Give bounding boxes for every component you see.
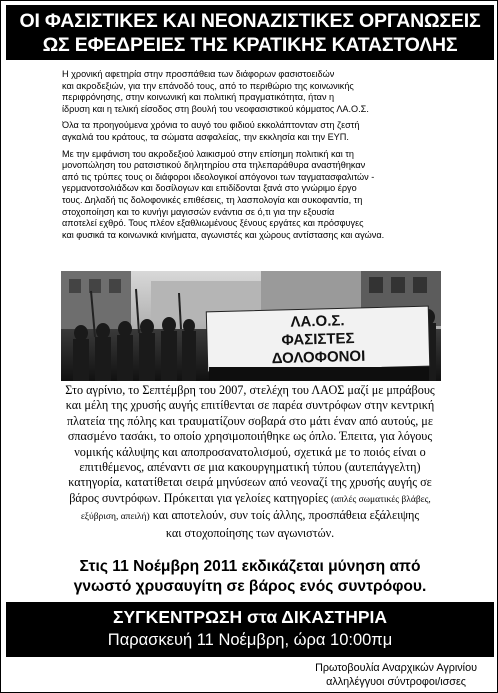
protest-photo — [61, 271, 441, 381]
intro-line: μονοπώληση του ρατσιστικού δηλητηρίου στα τηλεπαράθυρα αναστήθηκαν — [62, 160, 366, 171]
article-note: (απλές σωματικές βλάβες, — [331, 494, 431, 505]
article-line: νομικής κάλυψης και αποπροσανατολισμού, σχετικά με το ποιός είναι ο — [74, 444, 426, 459]
rally-time: Παρασκευή 11 Νοέμβρη, ώρα 10:00πμ — [107, 631, 393, 649]
article-line: Στο αγρίνιο, το Σεπτέμβρη του 2007, στελέχη του ΛΑΟΣ μαζί με μπράβους — [65, 383, 435, 397]
rally-band — [6, 602, 494, 657]
article-note: εξύβριση, απειλή) — [80, 512, 150, 523]
article-line — [20, 491, 480, 508]
intro-line: αποτελεί εχθρό. Τους πλέον εξαθλιωμένους ξένους εργάτες και πρόσφυγες — [62, 218, 364, 229]
banner-line-1: ΛΑ.Ο.Σ. — [290, 312, 345, 331]
article-text: και αποτελούν, συν τοίς άλλης, προσπάθεια εξάλειψης — [152, 508, 420, 523]
intro-line: και φυσικά τα κοινωνικά κινήματα, αγωνιστές και χώρους αντίστασης και αγώνα. — [62, 229, 385, 240]
rally-heading: ΣΥΓΚΕΝΤΡΩΣΗ στα ΔΙΚΑΣΤΗΡΙΑ — [112, 607, 388, 627]
announcement-line-1: Στις 11 Νοέμβρη 2011 εκδικάζεται μύνηση από — [79, 558, 421, 575]
intro-line: και ακροδεξιών, για την επάνοδό τους, από το περιθώριο της κοινωνικής — [62, 80, 354, 91]
intro-paragraph-3 — [62, 149, 441, 242]
intro-text — [62, 69, 441, 269]
announcement-line-2: γνωστό χρυσαυγίτη σε βάρος ενός συντρόφου. — [73, 577, 427, 595]
intro-line: ίδρυση και η τελική είσοδος στη βουλή του νεοφασιστικού κόμματος ΛΑ.Ο.Σ. — [62, 103, 369, 114]
header-band — [6, 5, 494, 60]
article-line: σπασμένο τασάκι, το οποίο χρησιμοποιήθηκε ως όπλο. Έπειτα, για λόγους — [67, 429, 433, 444]
article-line: επιτιθέμενος, απέναντι σε μια κακουργηματική τύπου (αυτεπάγγελτη) — [79, 460, 421, 475]
intro-paragraph-1 — [62, 69, 441, 115]
main-article — [20, 383, 480, 541]
protest-photo-image — [61, 271, 441, 381]
intro-paragraph-2 — [62, 120, 441, 143]
intro-line: Με την εμφάνιση του ακροδεξιού λαικισμού στην επίσημη πολιτική και τη — [62, 148, 354, 159]
article-text: βάρος συντρόφων. Πρόκειται για γελοίες κατηγορίες — [69, 490, 328, 505]
intro-line: γερμανοτσολιάδων και δοσίλογων και επιδίδονται ξανά στο γνώριμο έργο — [62, 183, 357, 194]
banner-line-2: ΦΑΣΙΣΤΕΣ — [281, 330, 355, 349]
intro-line: από τις τρύπες τους οι διάφοροι ιδεολογικοί απόγονοι των ταγματασφαλιτών - — [62, 171, 375, 182]
intro-line: στοχοποίηση και το κυνήγι μαγισσών ενάντια σε ό,τι για την εξουσία — [62, 206, 335, 217]
article-line: κατηγορία, κατατίθεται σειρά μηνύσεων από νεοναζί της χρυσής αυγής σε — [68, 475, 432, 490]
signature-line-1: Πρωτοβουλία Αναρχικών Αγρινίου — [315, 662, 477, 674]
signature — [315, 662, 477, 689]
intro-line: Όλα τα προηγούμενα χρόνια το αυγό του φιδιού εκκολάπτονταν στη ζεστή — [62, 120, 360, 131]
article-line: πλατεία της πόλης και τραυματίζουν σοβαρά στο μάτι έναν από αυτούς, με — [67, 413, 433, 428]
article-line: και στοχοποίησης των αγωνιστών. — [165, 525, 335, 540]
court-announcement — [6, 557, 494, 596]
signature-line-2: αλληλέγγυοι σύντροφοι/ισσες — [326, 675, 466, 688]
intro-line: τους. Δηλαδή τις δολοφονικές επιθέσεις, τη λασπολογία και συκοφαντία, τη — [62, 194, 363, 205]
intro-line: περιφρόνησης, στην κοινωνική και πολιτική πραγματικότητα, ήταν η — [62, 92, 335, 103]
intro-line: Η χρονική αφετηρία στην προσπάθεια των διάφορων φασιστοειδών — [62, 69, 335, 79]
article-line: και μέλη της χρυσής αυγής επιτίθενται σε παρέα συντρόφων στην κεντρική — [65, 398, 435, 413]
header-title-line-2: ΩΣ ΕΦΕΔΡΕΙΕΣ ΤΗΣ ΚΡΑΤΙΚΗΣ ΚΑΤΑΣΤΟΛΗΣ — [42, 33, 458, 56]
banner-line-3: ΔΟΛΟΦΟΝΟΙ — [271, 347, 366, 368]
article-line — [20, 508, 480, 525]
intro-line: αγκαλιά του κράτους, τα σώματα ασφαλείας, την εκκλησία και την ΕΥΠ. — [62, 131, 349, 142]
header-title-line-1: ΟΙ ΦΑΣΙΣΤΙΚΕΣ ΚΑΙ ΝΕΟΝΑΖΙΣΤΙΚΕΣ ΟΡΓΑΝΩΣΕΙΣ — [19, 9, 481, 32]
